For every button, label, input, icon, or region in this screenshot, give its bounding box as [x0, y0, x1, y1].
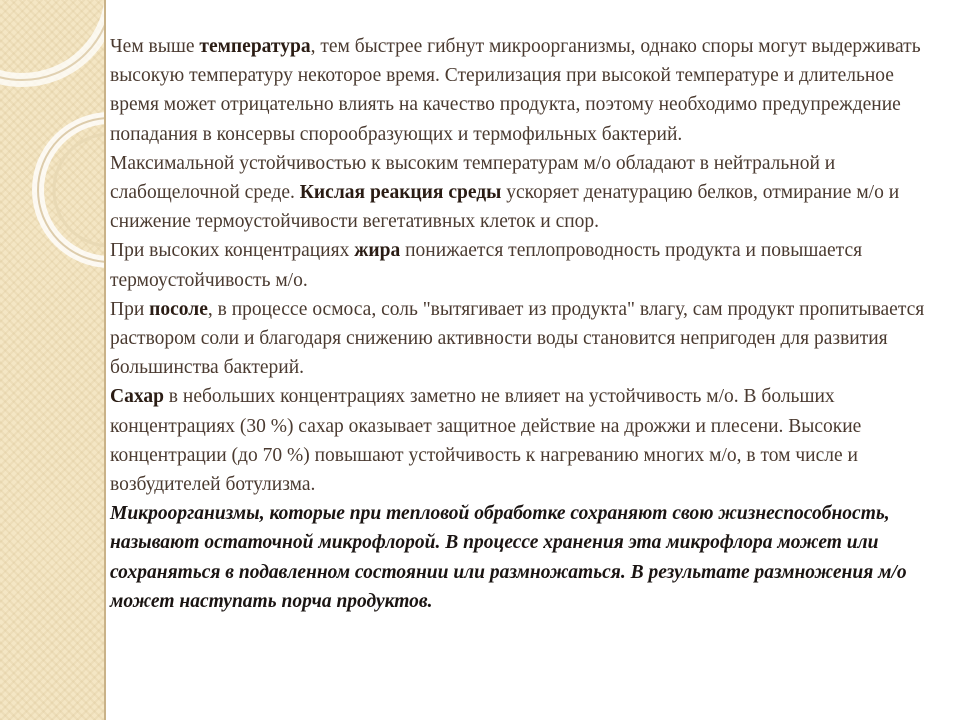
- text-segment: При: [110, 298, 150, 320]
- bold-term: Кислая реакция среды: [299, 182, 502, 204]
- text-segment: ускоряет денатурацию белков, отмирание м/о и снижение термоустойчивости вегетативных клеток и спор.: [110, 182, 900, 233]
- decorative-side-panel: [0, 0, 104, 720]
- text-segment: , в процессе осмоса, соль "вытягивает из продукта" влагу, сам продукт пропитывается раствором соли и благодаря снижению активности воды становится непригоден для развития большинства бактерий.: [110, 298, 925, 379]
- decorative-rings-graphic: [0, 0, 104, 720]
- paragraph-fat: [110, 236, 925, 294]
- bold-term: жира: [354, 240, 401, 262]
- paragraph-acidity: [110, 149, 925, 237]
- bold-term: температура: [199, 36, 311, 57]
- paragraph-residual-microflora: Микроорганизмы, которые при тепловой обработке сохраняют свою жизнеспособность, называют остаточной микрофлорой. В процессе хранения эта микрофлора может или сохраняться в подавленном состоянии или размножаться. В результате размножения м/о может наступать порча продуктов.: [110, 503, 907, 612]
- panel-edge-line: [104, 0, 106, 720]
- text-segment: Максимальной устойчивостью к высоким температурам м/о обладают в нейтральной и слабощелочной среде.: [110, 152, 836, 204]
- paragraph-sugar: [110, 382, 925, 499]
- text-segment: Чем выше: [110, 36, 200, 57]
- text-segment: в небольших концентрациях заметно не влияет на устойчивость м/о. В больших концентрациях (30 %) сахар оказывает защитное действие на дрожжи и плесени. Высокие концентрации (до 70 %) повышают устойчивость к нагреванию многих м/о, в том числе и возбудителей ботулизма.: [110, 386, 862, 496]
- text-segment: , тем быстрее гибнут микроорганизмы, однако споры могут выдерживать высокую температуру некоторое время. Стерилизация при высокой температуре и длительное время может отрицательно влиять на качество продукта, поэтому необходимо предупреждение попадания в консервы спорообразующих и термофильных бактерий.: [110, 36, 921, 145]
- paragraph-salting: [110, 295, 925, 383]
- bold-term: посоле: [149, 298, 208, 320]
- text-segment: понижается теплопроводность продукта и повышается термоустойчивость м/о.: [110, 240, 863, 291]
- text-segment: При высоких концентрациях: [110, 240, 355, 262]
- paragraph-temperature: [110, 32, 925, 149]
- slide-text-body: [110, 32, 925, 616]
- bold-term: Сахар: [110, 386, 164, 408]
